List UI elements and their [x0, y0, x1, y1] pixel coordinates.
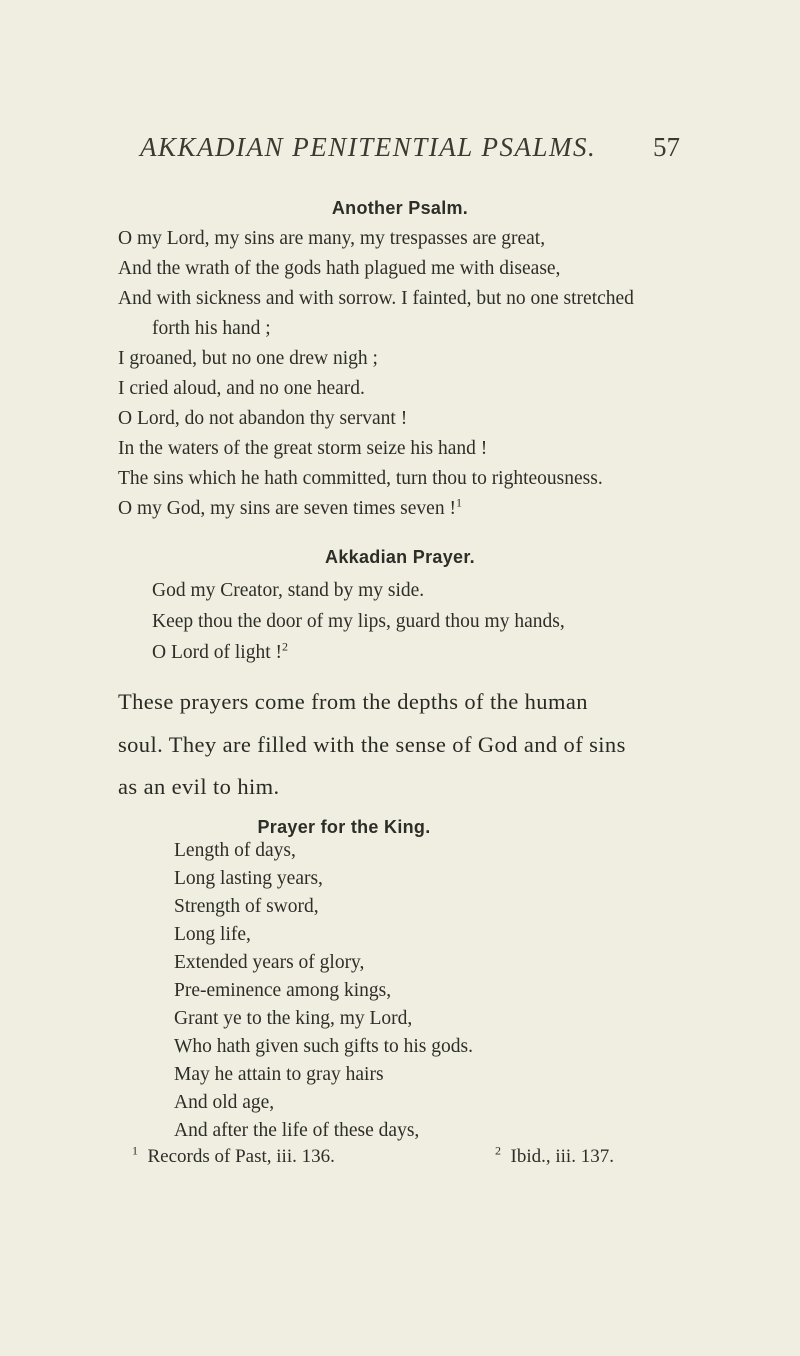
king-prayer-line: And after the life of these days, — [174, 1120, 420, 1141]
footnote-1 — [132, 1143, 335, 1168]
king-prayer-line: Grant ye to the king, my Lord, — [174, 1008, 413, 1029]
psalm-line: forth his hand ; — [152, 318, 271, 339]
king-prayer-line: Long life, — [174, 924, 251, 945]
footnote-mark: 2 — [495, 1143, 501, 1158]
king-prayer-line: Extended years of glory, — [174, 952, 365, 973]
psalm-line — [118, 495, 462, 520]
psalm-line: O my Lord, my sins are many, my trespasses are great, — [118, 228, 546, 249]
psalm-line: And with sickness and with sorrow. I fainted, but no one stretched — [118, 288, 634, 309]
king-prayer-line: May he attain to gray hairs — [174, 1064, 384, 1085]
psalm-line: And the wrath of the gods hath plagued me with disease, — [118, 258, 561, 279]
footnote-text: Records of Past, iii. 136. — [147, 1146, 335, 1167]
footnote-text: Ibid., iii. 137. — [510, 1146, 614, 1167]
footnote-mark: 1 — [132, 1143, 138, 1158]
prayer-line-text: O Lord of light ! — [152, 642, 282, 663]
footnote-mark: 1 — [455, 495, 462, 510]
king-prayer-line: Pre-eminence among kings, — [174, 980, 392, 1001]
psalm-line: I groaned, but no one drew nigh ; — [118, 348, 378, 369]
page-number: 57 — [653, 132, 680, 162]
prayer-line: God my Creator, stand by my side. — [152, 580, 425, 601]
prayer-line — [152, 639, 288, 664]
psalm-line-text: O my God, my sins are seven times seven ! — [118, 498, 456, 519]
psalm-line: In the waters of the great storm seize his hand ! — [118, 438, 488, 459]
prayer-line: Keep thou the door of my lips, guard thou my hands, — [152, 611, 565, 632]
king-prayer-line: Length of days, — [174, 840, 296, 861]
prayer-heading: Akkadian Prayer. — [325, 547, 475, 567]
king-prayer-heading: Prayer for the King. — [257, 817, 431, 837]
running-head — [140, 132, 680, 168]
psalm-line: I cried aloud, and no one heard. — [118, 378, 365, 399]
king-prayer-line: And old age, — [174, 1092, 275, 1113]
commentary-line: as an evil to him. — [118, 774, 280, 799]
running-head-title: AKKADIAN PENITENTIAL PSALMS. — [140, 132, 597, 162]
commentary-line: soul. They are filled with the sense of God and of sins — [118, 732, 626, 757]
king-prayer-line: Long lasting years, — [174, 868, 323, 889]
footnote-mark: 2 — [281, 639, 288, 654]
psalm-heading: Another Psalm. — [331, 198, 469, 218]
commentary-line: These prayers come from the depths of the human — [118, 689, 588, 714]
footnote-2 — [495, 1143, 614, 1168]
king-prayer-line: Who hath given such gifts to his gods. — [174, 1036, 473, 1057]
psalm-line: O Lord, do not abandon thy servant ! — [118, 408, 408, 429]
psalm-line: The sins which he hath committed, turn thou to righteousness. — [118, 468, 603, 489]
king-prayer-line: Strength of sword, — [174, 896, 319, 917]
